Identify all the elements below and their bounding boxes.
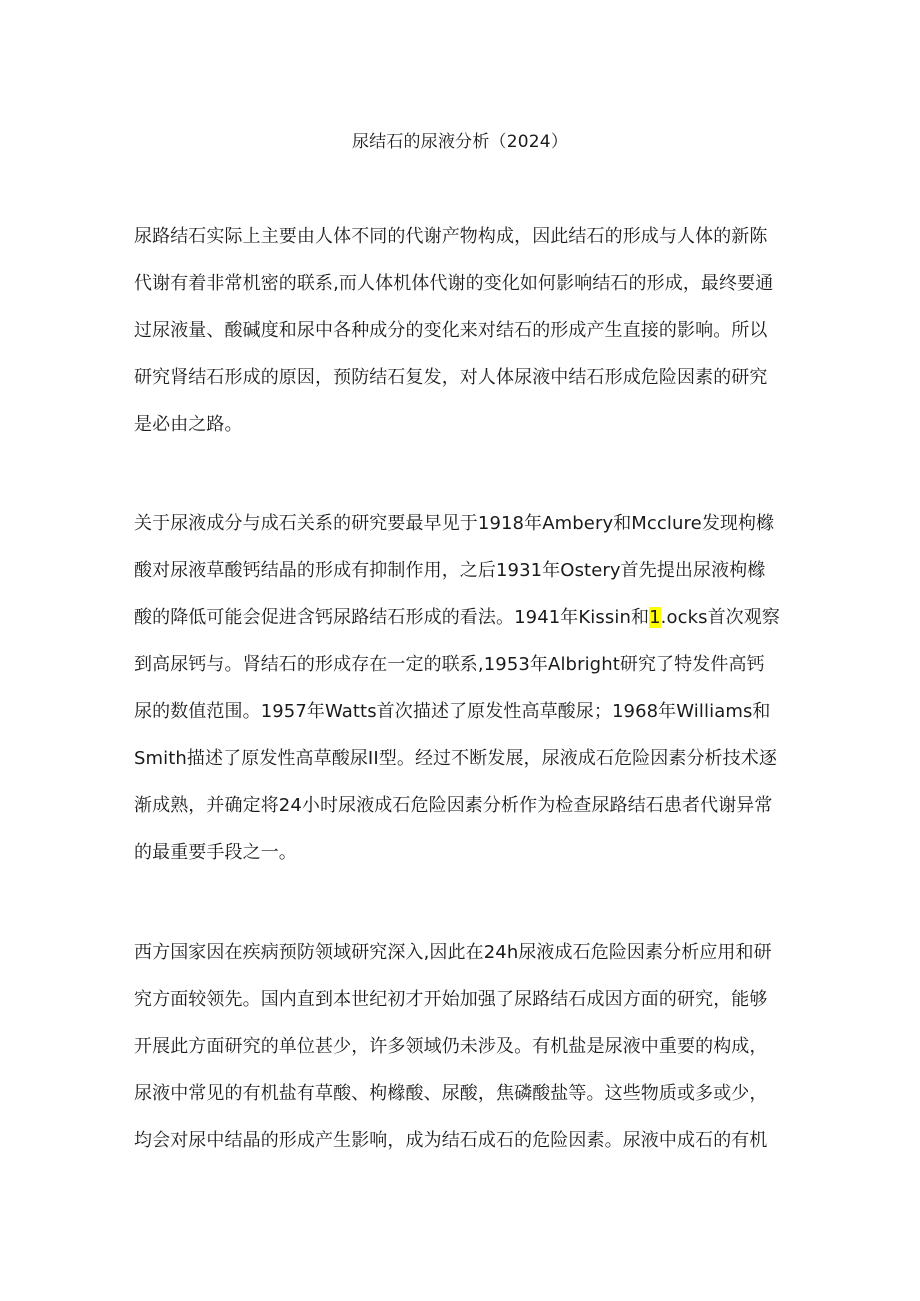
text-line: 的最重要手段之一。 bbox=[134, 842, 297, 863]
text-line: 尿的数值范围。1957年Watts首次描述了原发性高草酸尿；1968年Williams和 bbox=[134, 701, 771, 722]
paragraph-research-status bbox=[134, 929, 794, 1164]
text-line: 究方面较领先。国内直到本世纪初才开始加强了尿路结石成因方面的研究，能够 bbox=[134, 989, 768, 1010]
text-line: 开展此方面研究的单位甚少，许多领域仍未涉及。有机盐是尿液中重要的构成， bbox=[134, 1036, 768, 1057]
text-line: 西方国家因在疾病预防领域研究深入,因此在24h尿液成石危险因素分析应用和研 bbox=[134, 942, 772, 963]
paragraph-history bbox=[134, 500, 794, 876]
text-line: 过尿液量、酸碱度和尿中各种成分的变化来对结石的形成产生直接的影响。所以 bbox=[134, 320, 768, 341]
text-line: 尿路结石实际上主要由人体不同的代谢产物构成，因此结石的形成与人体的新陈 bbox=[134, 226, 768, 247]
paragraph-intro bbox=[134, 213, 794, 448]
text-line: 关于尿液成分与成石关系的研究要最早见于1918年Ambery和Mcclure发现枸橼 bbox=[134, 513, 775, 534]
text-line: 代谢有着非常机密的联系,而人体机体代谢的变化如何影响结石的形成，最终要通 bbox=[134, 273, 774, 294]
text-line-with-highlight bbox=[134, 594, 794, 641]
text-line: Smith描述了原发性高草酸尿II型。经过不断发展，尿液成石危险因素分析技术逐 bbox=[134, 748, 777, 769]
text-line: 酸对尿液草酸钙结晶的形成有抑制作用，之后1931年Ostery首先提出尿液枸橼 bbox=[134, 560, 766, 581]
text-line: 研究肾结石形成的原因，预防结石复发，对人体尿液中结石形成危险因素的研究 bbox=[134, 367, 768, 388]
text-line: 均会对尿中结晶的形成产生影响，成为结石成石的危险因素。尿液中成石的有机 bbox=[134, 1130, 768, 1151]
text-segment: .ocks首次观察 bbox=[660, 607, 780, 628]
highlighted-text: 1 bbox=[649, 607, 661, 628]
text-line: 尿液中常见的有机盐有草酸、枸橼酸、尿酸，焦磷酸盐等。这些物质或多或少， bbox=[134, 1083, 768, 1104]
text-line: 是必由之路。 bbox=[134, 414, 243, 435]
document-title: 尿结石的尿液分析（2024） bbox=[351, 132, 569, 152]
text-line: 到高尿钙与。肾结石的形成存在一定的联系,1953年Albright研究了特发件高钙 bbox=[134, 654, 765, 675]
text-line: 渐成熟，并确定将24小时尿液成石危险因素分析作为检查尿路结石患者代谢异常 bbox=[134, 795, 773, 816]
text-segment: 酸的降低可能会促进含钙尿路结石形成的看法。1941年Kissin和 bbox=[134, 607, 650, 628]
